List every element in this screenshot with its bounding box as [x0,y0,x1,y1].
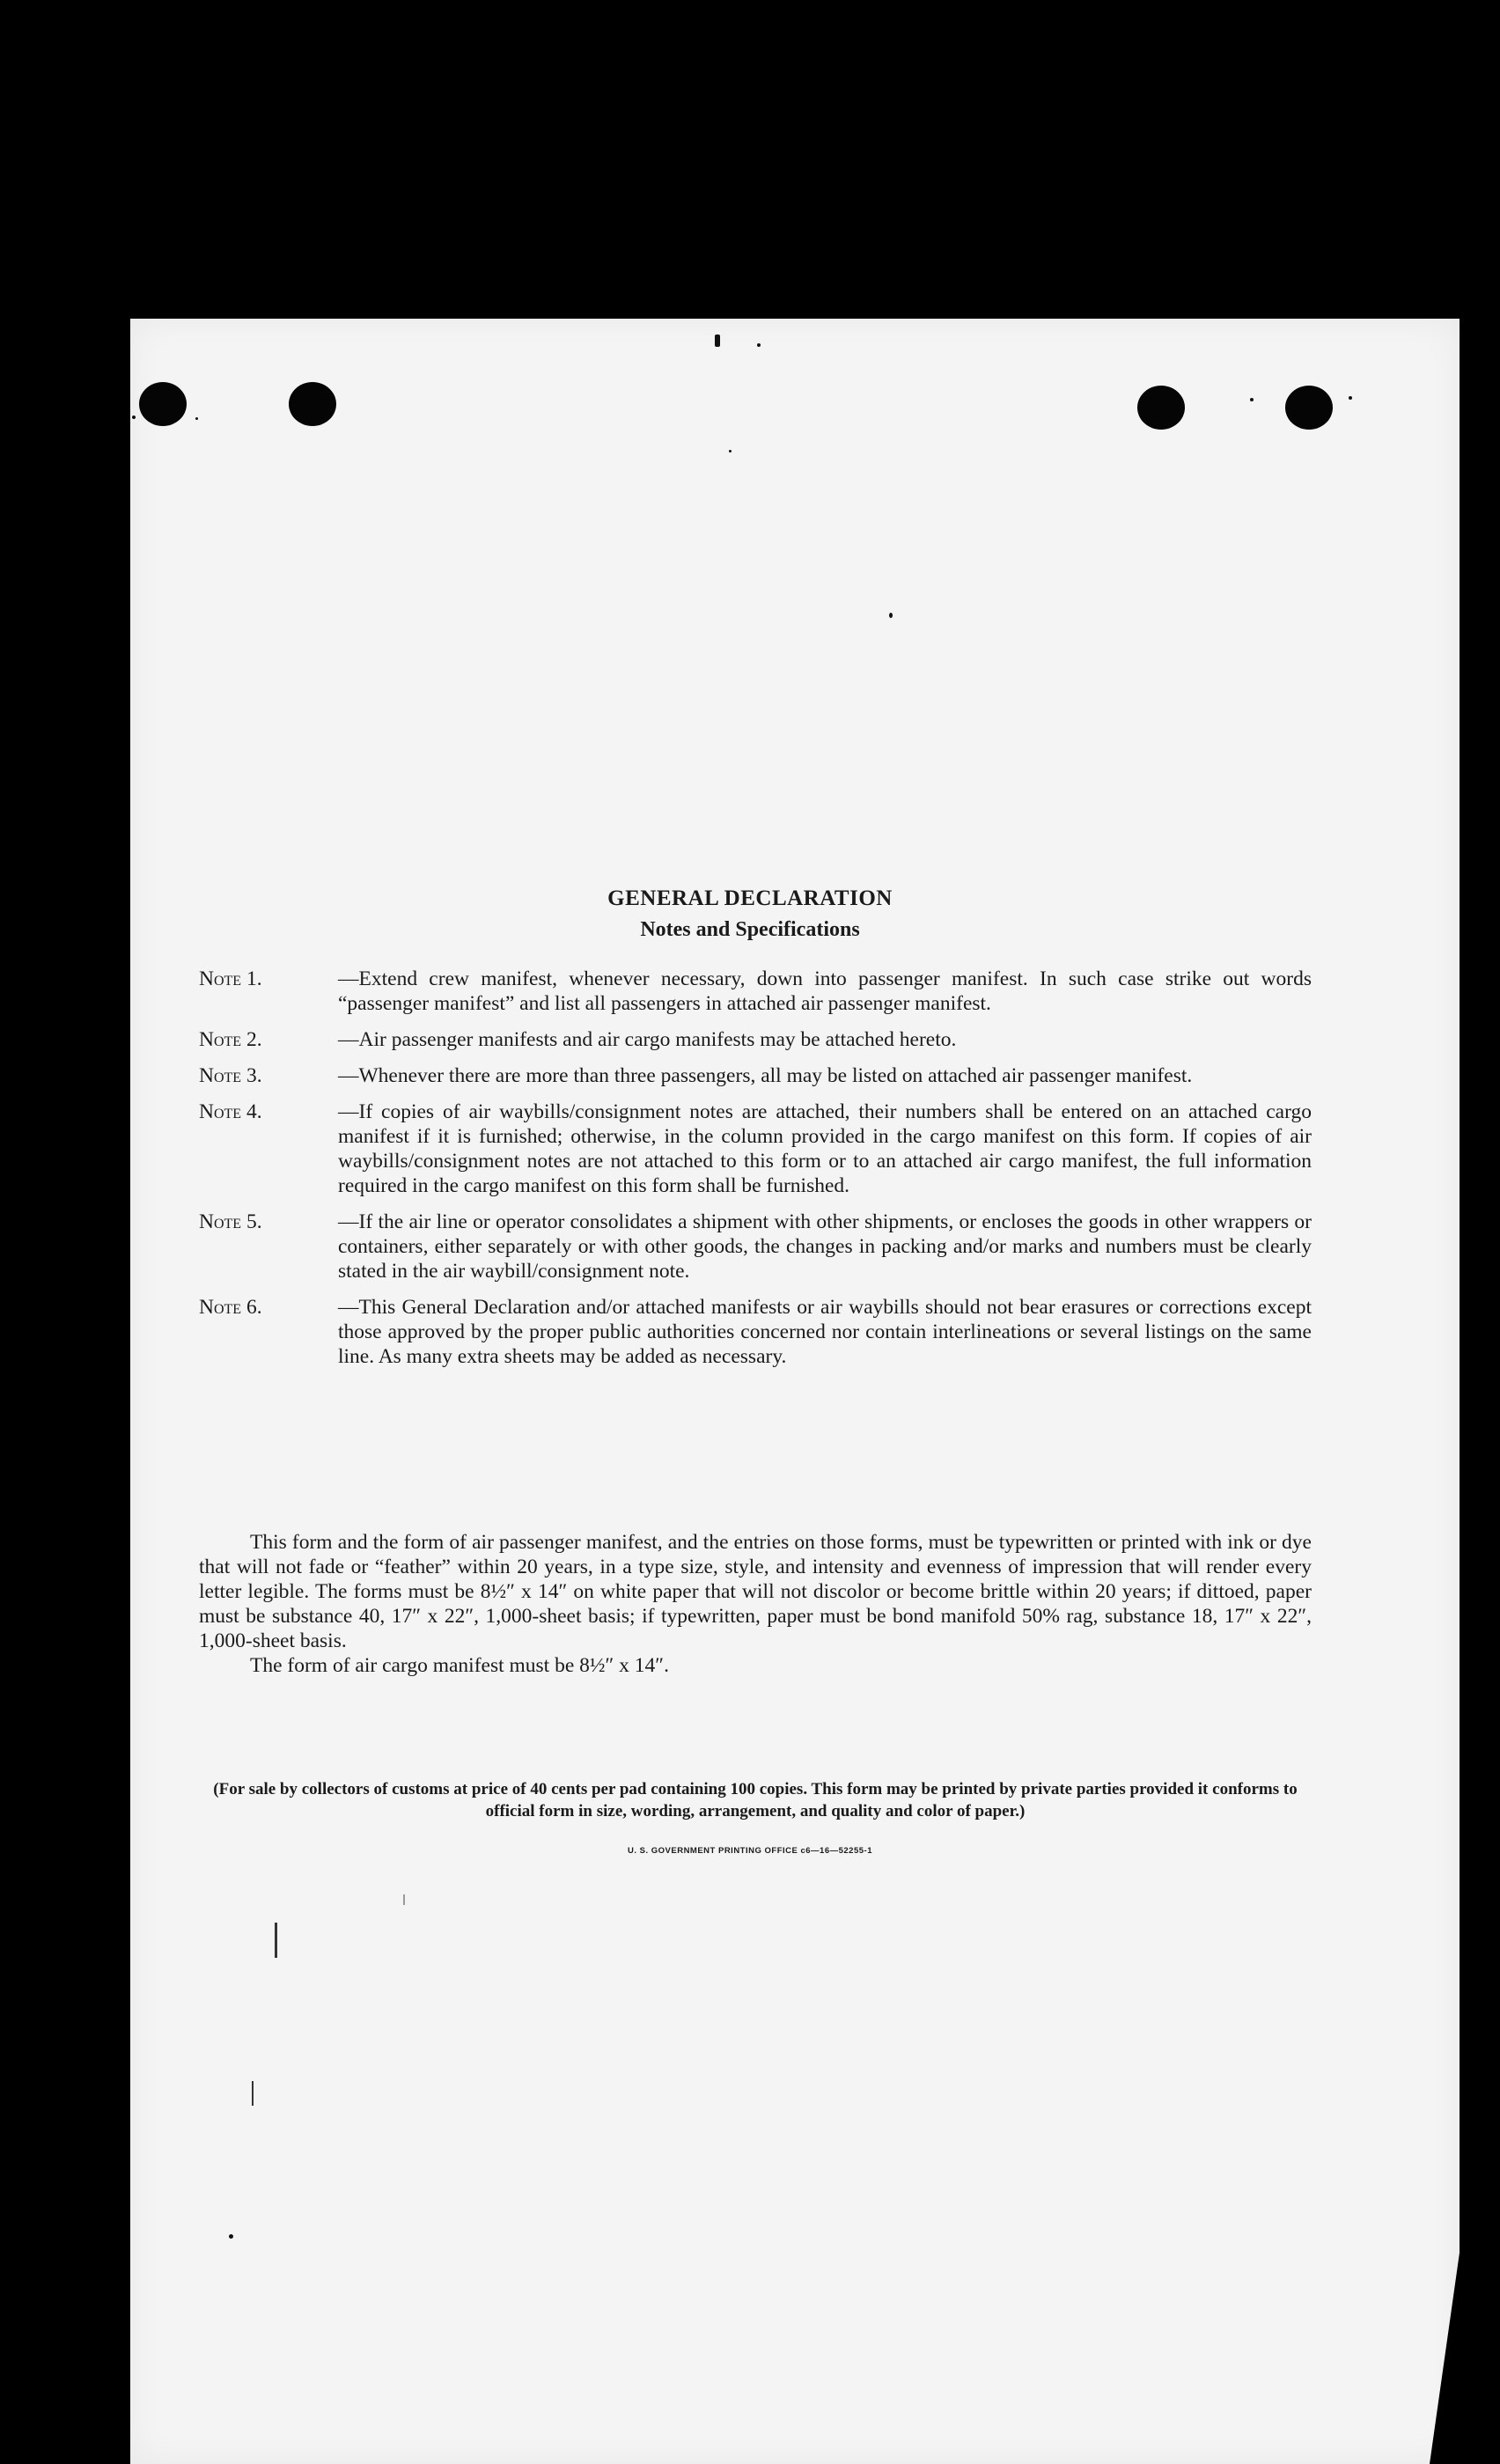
note-text: —Air passenger manifests and air cargo manifests may be attached hereto. [338,1028,957,1051]
specification-paragraph: This form and the form of air passenger manifest, and the entries on those forms, must be typewritten or printed with ink or dye that will not fade or “feather” within 20 years, in a type size, style, and intensity and evenness of impression that will render every letter legible. The forms must be 8½″ x 14″ on white paper that will not discolor or become brittle within 20 years; if dittoed, paper must be substance 40, 17″ x 22″, 1,000-sheet basis; if typewritten, paper must be bond manifold 50% rag, substance 18, 17″ x 22″, 1,000-sheet basis. [199,1531,1312,1652]
note-4 [199,1100,1312,1198]
cargo-manifest-size: The form of air cargo manifest must be 8½″ x 14″. [250,1654,669,1677]
ink-speck [1349,396,1352,400]
note-label: Note 3. [199,1064,262,1087]
ink-speck [132,416,136,419]
note-6 [199,1295,1312,1369]
note-text: —Whenever there are more than three passengers, all may be listed on attached air passenger manifest. [338,1064,1193,1087]
note-5 [199,1210,1312,1283]
note-1 [199,967,1312,1016]
ink-speck [757,343,761,347]
ink-speck [1250,398,1254,401]
page-title: GENERAL DECLARATION [607,886,893,910]
note-text: —Extend crew manifest, whenever necessary, down into passenger manifest. In such case strike out words “passenger manifest” and list all passengers in attached air passenger manifest. [338,967,1312,1015]
note-2 [199,1027,1312,1052]
note-text: —If the air line or operator consolidates a shipment with other shipments, or encloses the goods in other wrappers or containers, either separately or with other goods, the changes in packing and/or marks and numbers must be clearly stated in the air waybill/consignment note. [338,1210,1312,1283]
ink-speck [229,2234,233,2239]
margin-mark [252,2081,254,2106]
note-label: Note 2. [199,1028,262,1051]
corner-fold [1430,2253,1460,2464]
note-label: Note 4. [199,1100,262,1123]
margin-mark [403,1894,405,1905]
note-text: —If copies of air waybills/consignment notes are attached, their numbers shall be entered on an attached cargo manifest if it is furnished; otherwise, in the column provided in the cargo manifest on this form. If copies of air waybills/consignment notes are not attached to this form or to an attached air cargo manifest, the full information required in the cargo manifest on this form shall be furnished. [338,1100,1312,1197]
margin-mark [275,1923,277,1958]
sale-notice: (For sale by collectors of customs at price of 40 cents per pad containing 100 copies. This form may be printed by private parties provided it conforms to official form in size, wording, arrangement, and quality and color of paper.) [213,1780,1298,1820]
document-page [130,319,1460,2464]
punch-hole-right-1 [1137,386,1185,430]
note-label: Note 1. [199,967,262,990]
ink-speck [195,417,198,420]
note-text: —This General Declaration and/or attached manifests or air waybills should not bear erasures or corrections except those approved by the proper public authorities concerned nor contain interlineations or several listings on the same line. As many extra sheets may be added as necessary. [338,1296,1312,1368]
specification-section [199,1530,1312,1678]
notes-list [199,967,1312,1380]
ink-speck [715,335,720,347]
punch-hole-right-2 [1285,386,1333,430]
punch-hole-left-1 [139,382,187,426]
ink-speck [729,450,732,452]
note-label: Note 5. [199,1210,262,1233]
note-label: Note 6. [199,1296,262,1319]
note-3 [199,1063,1312,1088]
printing-office-imprint: U. S. GOVERNMENT PRINTING OFFICE c6—16—52255-1 [628,1846,872,1856]
page-subtitle: Notes and Specifications [640,918,860,941]
ink-speck [889,613,893,618]
punch-hole-left-2 [289,382,336,426]
